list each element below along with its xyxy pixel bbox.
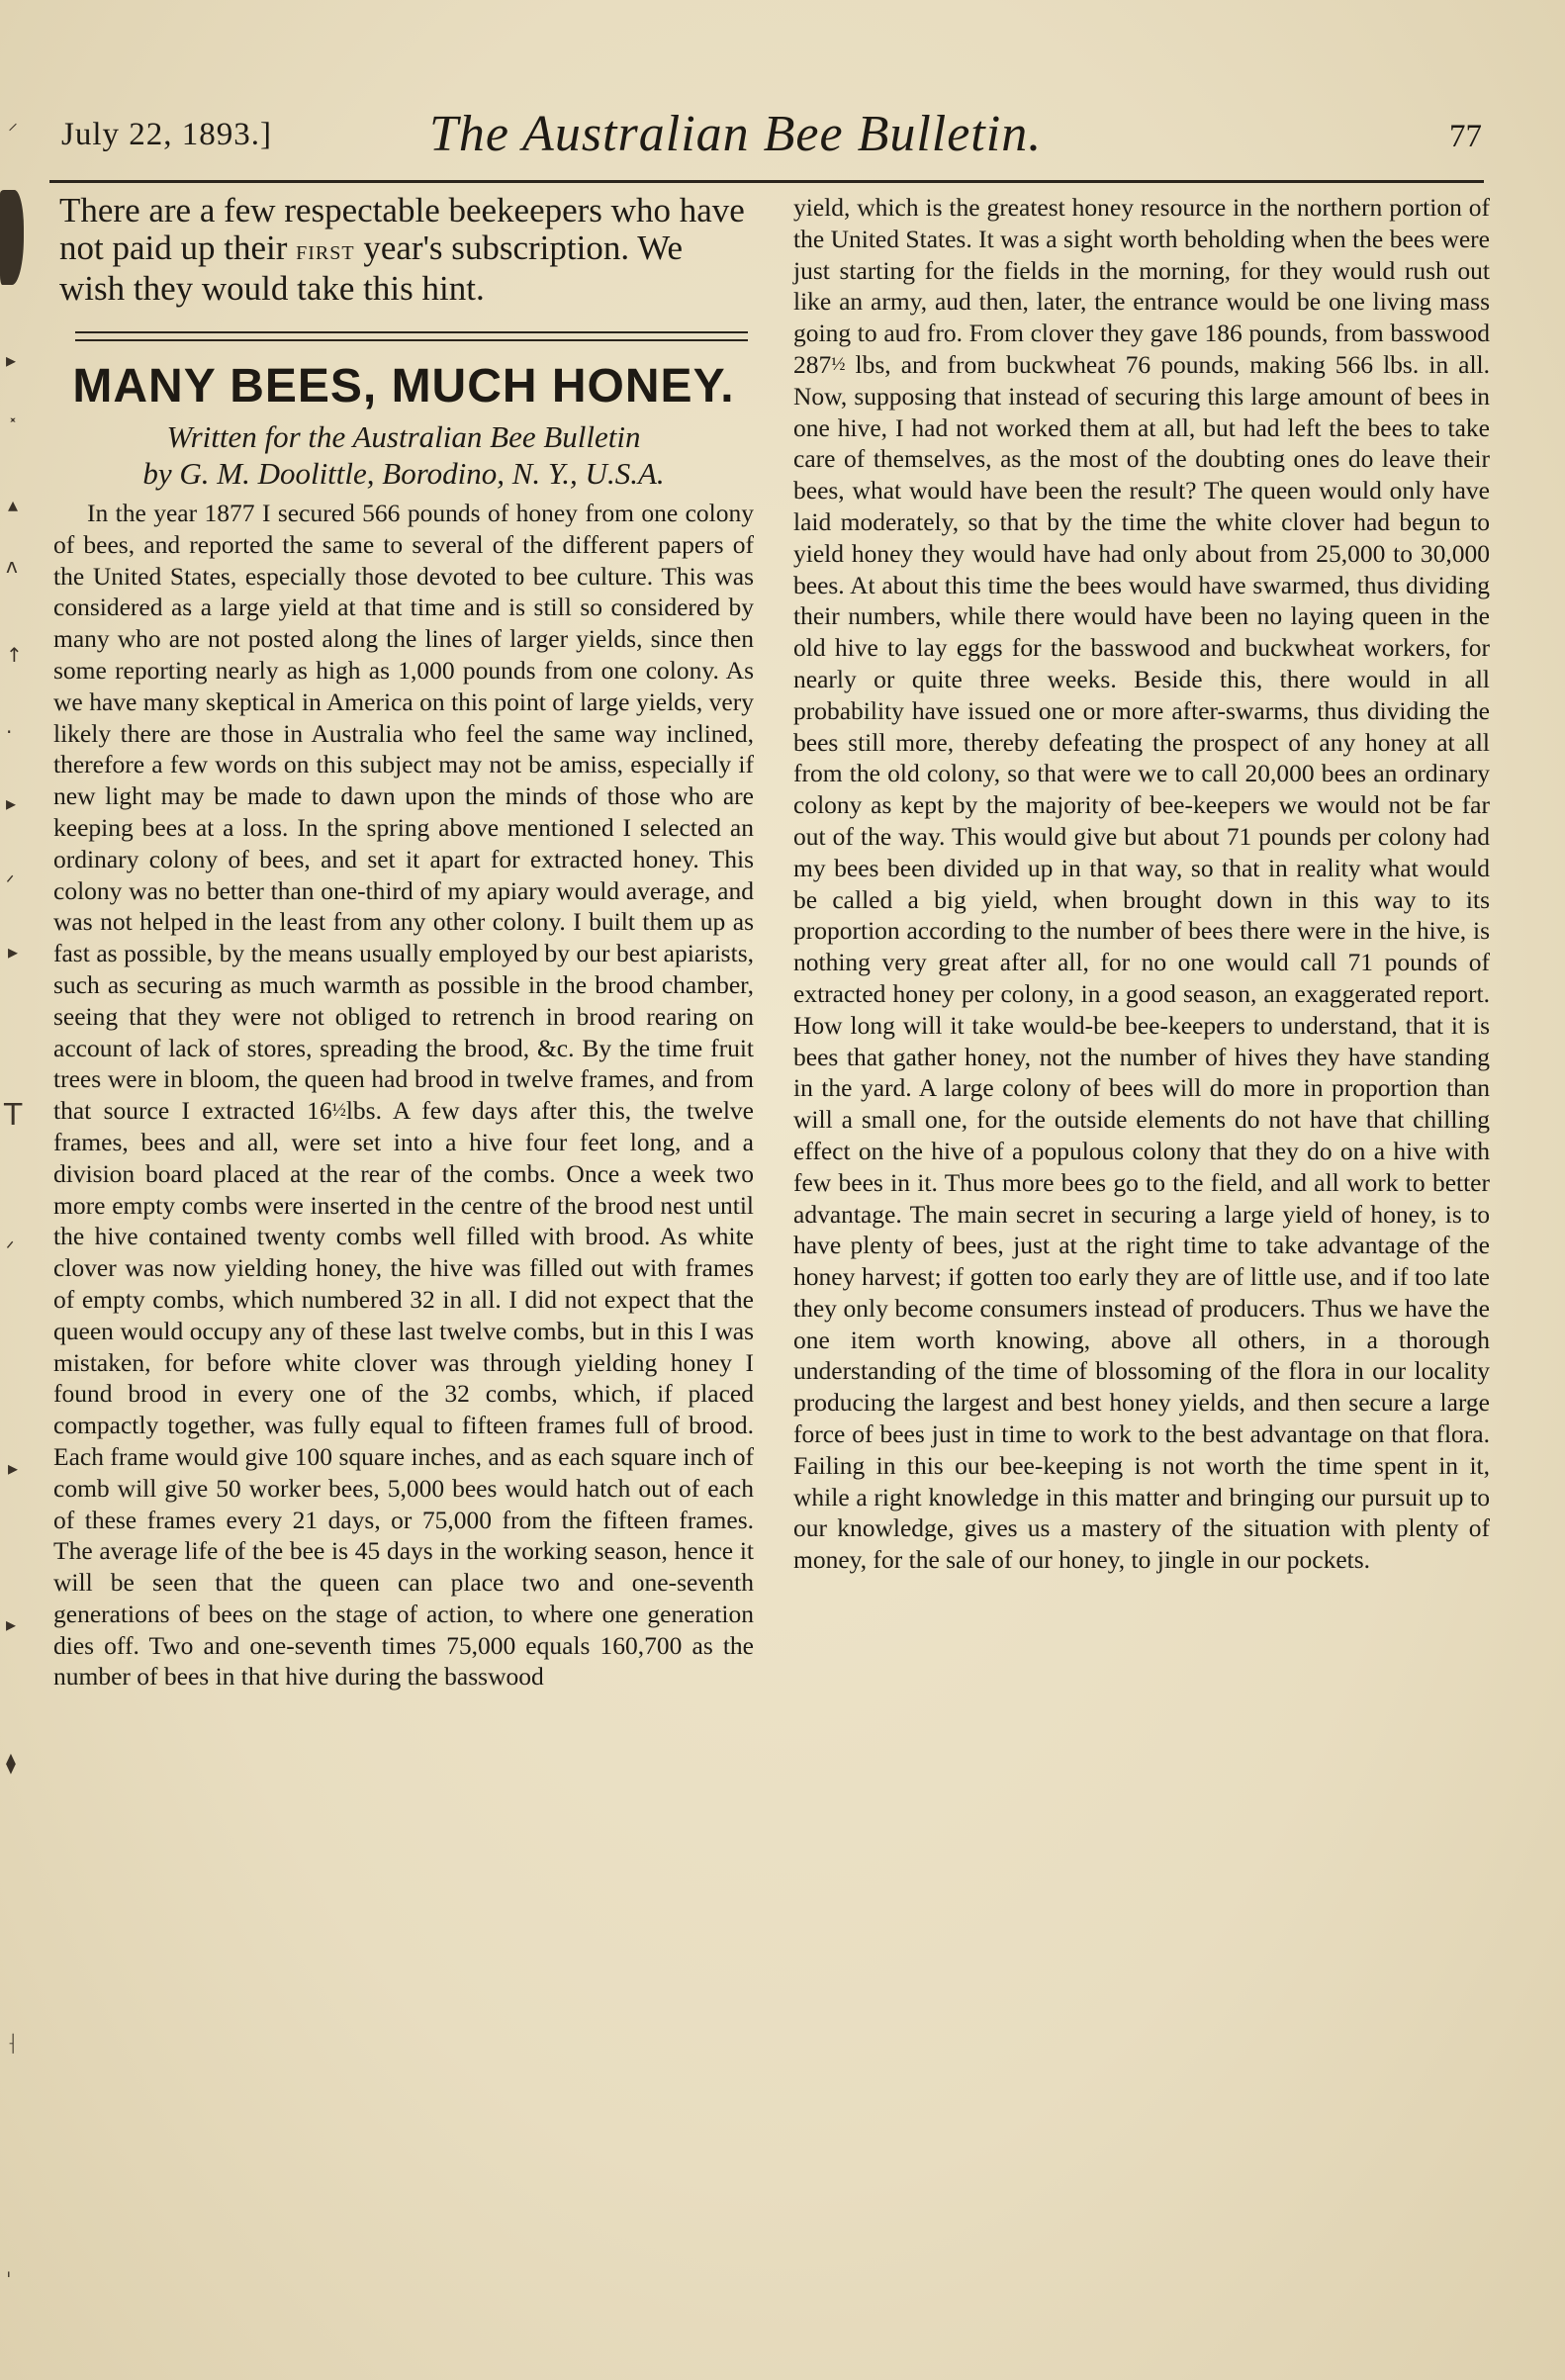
header-rule [49, 180, 1484, 183]
article-body-left [53, 498, 754, 1693]
body-text: lbs, and from buckwheat 76 pounds, making 566 lbs. in all. Now, supposing that instead of securing this large amount of bees in one hive, I had not worked them at all, but had left the bees to take care of themselves, as the most of the doubting ones do leave their bees, what would have been the result? The queen would only have laid moderately, so that by the time the white clover had begun to yield honey they would have had only about from 25,000 to 30,000 bees. At about this time the bees would have swarmed, thus dividing their numbers, while there would have been no laying queen in the old hive to lay eggs for the basswood and buckwheat workers, for nearly or quite three weeks. Beside this, there would in all probability have issued one or more after-swarms, thus dividing the bees still more, thereby defeating the prospect of any honey at all from the old colony, so that were we to call 20,000 bees an ordinary colony as kept by the majority of bee-keepers we would not be far out of the way. This would give but about 71 pounds per colony had my bees been divided up in that way, so that in reality what would be called a big yield, when brought down in this way to its proportion according to the number of bees there were in the hive, is nothing very great after all, for no one would call 71 pounds of extracted honey per colony, in a good season, an exaggerated report. How long will it take would-be bee-keepers to understand, that it is bees that gather honey, not the number of hives they have standing in the yard. A large colony of bees will do more in proportion than will a small one, for the outside elements do not have that chilling effect on the hive of a populous colony that they do on a hive with few bees in it. Thus more bees go to the field, and all work to better advantage. The main secret in securing a large yield of honey, is to have plenty of bees, just at the right time to take advantage of the honey harvest; if gotten too early they are of little use, and if too late they only become consumers instead of producers. Thus we have the one item worth knowing, above all others, in a thorough understanding of the time of blossoming of the flora in our locality producing the largest and best honey yields, and then secure a large force of bees just in time to work to the best advantage on that flora. Failing in this our bee-keeping is not worth the time spent in it, while a right knowledge in this matter and bringing our pursuit up to our knowledge, gives us a mastery of the situation with plenty of money, for the sale of our honey, to jingle in our pockets. [793, 349, 1490, 1575]
ink-blot-icon [0, 190, 24, 285]
article-body-right [793, 192, 1490, 1576]
binding-mark-icon: ▸ [8, 1456, 19, 1480]
binding-mark-icon: ˟ [8, 415, 18, 439]
article-byline-author: by G. M. Doolittle, Borodino, N. Y., U.S.A. [142, 456, 665, 491]
binding-mark-icon: ⸍ [8, 119, 18, 142]
binding-mark-icon: ʌ [6, 554, 18, 578]
fraction: ½ [831, 353, 846, 375]
binding-mark-icon: ᐟ [6, 1236, 15, 1260]
binding-mark-icon: ↑ [6, 643, 23, 667]
notice-text-after: year's subscription. We wish they would take this hint. [59, 229, 683, 308]
binding-mark-icon: ꓔ [4, 1098, 23, 1133]
page-header [49, 107, 1484, 176]
body-text: yield, which is the greatest honey resource in the northern portion of the United States. It was a sight worth beholding when the bees were just starting for the fields in the morning, for they would rush out like an army, aud then, later, the entrance would be one living mass going to aud fro. From clover they gave 186 pounds, from basswood 287 [793, 193, 1490, 379]
binding-mark-icon: ᐟ [6, 870, 15, 894]
binding-mark-icon: ▸ [6, 348, 17, 372]
article-headline: MANY BEES, MUCH HONEY. [72, 360, 735, 412]
page-number: 77 [1449, 119, 1482, 154]
binding-mark-icon: ⸡ [6, 2030, 18, 2054]
section-divider [75, 331, 748, 341]
binding-mark-icon: ⧫ [6, 1751, 16, 1775]
notice-emphasis: first [296, 235, 355, 266]
subscription-notice [53, 192, 754, 308]
issue-date: July 22, 1893.] [61, 117, 272, 152]
binding-mark-icon: ▸ [6, 1612, 17, 1636]
binding-mark-icon: ▸ [6, 791, 17, 815]
body-text: In the year 1877 I secured 566 pounds of honey from one colony of bees, and reported the same to several of the different papers of the United States, especially those devoted to bee culture. This was considered as a large yield at that time and is still so considered by many who are not posted along the lines of larger yields, since then some reporting nearly as high as 1,000 pounds from one colony. As we have many skeptical in America on this point of large yields, very likely there are those in Australia who feel the same way inclined, therefore a few words on this subject may not be amiss, especially if new light may be made to dawn upon the minds of those who are keeping bees at a loss. In the spring above mentioned I selected an ordinary colony of bees, and set it apart for extracted honey. This colony was no better than one-third of my apiary would average, and was not helped in the least from any other colony. I built them up as fast as possible, by the means usually employed by our best apiarists, such as securing as much warmth as possible in the brood chamber, seeing that they were not obliged to retrench in brood rearing on account of lack of stores, spreading the brood, &c. By the time fruit trees were in bloom, the queen had brood in twelve frames, and from that source I extracted 16 [53, 499, 754, 1126]
binding-mark-icon: ▸ [8, 940, 19, 963]
body-text: lbs. A few days after this, the twelve frames, bees and all, were set into a hive four feet long, and a division board placed at the rear of the combs. Once a week two more empty combs were inserted in the centre of the brood nest until the hive contained twenty combs well filled with brood. As white clover was now yielding honey, the hive was filled out with frames of empty combs, which numbered 32 in all. I did not expect that the queen would occupy any of these last twelve combs, but in this I was mistaken, for before white clover was through yielding honey I found brood in every one of the 32 combs, which, if placed compactly together, was fully equal to fifteen frames full of brood. Each frame would give 100 square inches, and as each square inch of comb will give 50 worker bees, 5,000 bees would hatch out of each of these frames every 21 days, or 75,000 from the fifteen frames. The average life of the bee is 45 days in the working season, hence it will be seen that the queen can place two and one-seventh generations of bees on the stage of action, to where one generation dies off. Two and one-seventh times 75,000 equals 160,700 as the number of bees in that hive during the basswood [53, 1096, 754, 1692]
left-column [53, 188, 754, 1693]
notice-text-before: There are a few respectable beekeepers who have not paid up their [59, 191, 745, 267]
article-byline-source: Written for the Australian Bee Bulletin [166, 419, 641, 454]
left-margin-binding-marks [0, 0, 40, 2380]
binding-mark-icon: ▴ [8, 493, 19, 516]
binding-mark-icon: · [6, 720, 13, 744]
fraction: ½ [331, 1100, 346, 1122]
publication-title: The Australian Bee Bulletin. [429, 106, 1043, 162]
binding-mark-icon: ˌ [6, 2255, 12, 2279]
right-column [793, 192, 1490, 1576]
